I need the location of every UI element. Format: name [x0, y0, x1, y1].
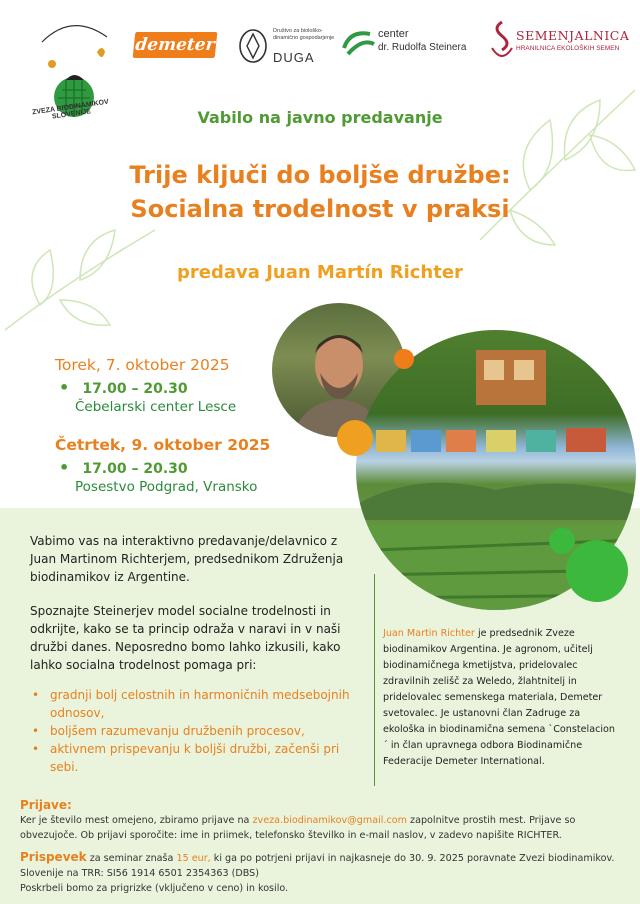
list-item: • boljšem razumevanju družbenih procesov, [30, 722, 350, 740]
heart-seed-icon [490, 14, 514, 66]
prispevek-text-3: Poskrbeli bomo za prigrizke (vključeno v ceno) in kosilo. [20, 883, 289, 894]
event-2 [55, 436, 315, 495]
prijave-heading: Prijave: [20, 798, 72, 812]
center-text-line1: center [378, 28, 409, 40]
bio-divider [374, 574, 375, 786]
event-place: Posestvo Podgrad, Vransko [75, 479, 258, 495]
center-text-line2: dr. Rudolfa Steinera [378, 42, 467, 53]
lecturer-text: predava Juan Martín Richter [177, 262, 463, 283]
list-item: • aktivnem prispevanju k boljši družbi, začenši pri sebi. [30, 740, 350, 776]
demeter-logo-text: demeter [134, 35, 216, 55]
invite-text: Vabilo na javno predavanje [197, 108, 443, 127]
price: 15 eur, [176, 853, 211, 864]
center-steiner-logo [340, 26, 475, 62]
semenjalnica-subtitle: HRANILNICA EKOLOŠKIH SEMEN [516, 45, 620, 52]
intro-paragraph: Vabimo vas na interaktivno predavanje/delavnico z Juan Martinom Richterjem, predsednikom Združenja biodinamikov iz Argentine. [30, 534, 344, 584]
bullet: • [59, 458, 70, 477]
bio-name: Juan Martin Richter [383, 628, 475, 639]
event-place: Čebelarski center Lesce [75, 399, 237, 415]
bullet: • [59, 378, 70, 397]
event-time: 17.00 – 20.30 [82, 381, 188, 397]
email-link[interactable]: zveza.biodinamikov@gmail.com [252, 815, 407, 826]
orange-dot-small [394, 349, 414, 369]
event-time: 17.00 – 20.30 [82, 461, 188, 477]
green-dot-small [549, 528, 575, 554]
event-time-row [55, 458, 315, 477]
title-line-1: Trije ključi do boljše družbe: [129, 161, 511, 189]
demeter-logo [133, 32, 218, 58]
event-date: Torek, 7. oktober 2025 [55, 356, 230, 374]
benefits-list [30, 686, 350, 776]
prispevek-text-1: za seminar znaša [89, 853, 174, 864]
event-time-row [55, 378, 295, 397]
orange-dot-large [337, 420, 373, 456]
green-dot-large [566, 540, 628, 602]
prijave-text [20, 813, 625, 843]
steiner-paragraph: Spoznajte Steinerjev model socialne trodelnosti in odkrijte, kako se ta princip odraža v naravi in v naši družbi danes. Neposredno bomo lahko izkusili, kako lahko socialna trodelnost pomaga pri: [30, 604, 341, 672]
page-title [0, 158, 640, 226]
prispevek-text [20, 850, 625, 896]
duga-text: DUGA [273, 50, 315, 65]
duga-small-text: Društvo za biološko-dinamično gospodarjenje [273, 28, 335, 41]
prispevek-text-2: ki ga po potrjeni prijavi in najkasneje do 30. 9. 2025 poravnate Zvezi biodinamikov. Slovenije na TRR: SI56 1914 6501 2354363 (DBS) [20, 853, 615, 879]
title-line-2: Socialna trodelnost v praksi [130, 195, 510, 223]
semenjalnica-title: SEMENJALNICA [516, 28, 630, 43]
prijave-text-2: zapolnitve prostih mest. Prijave so obvezujoče. Ob prijavi sporočite: ime in priimek, telefonsko številko in e-mail naslov, v zadevo napišite RICHTER. [20, 815, 576, 841]
event-1 [55, 356, 295, 415]
duga-logo [238, 26, 338, 70]
speaker-bio [383, 626, 618, 770]
semenjalnica-logo [490, 14, 630, 70]
event-date: Četrtek, 9. oktober 2025 [55, 436, 271, 454]
zveza-logo-text: ZVEZA BIODINAMIKOV SLOVENIJE [31, 98, 110, 121]
prijave-text-1: Ker je število mest omejeno, zbiramo prijave na [20, 815, 250, 826]
bio-text: je predsednik Zveze biodinamikov Argentina. Je agronom, učitelj biodinamičnega kmetijstva, pridelovalec zdravilnih zelišč za Weledo, žlahtnitelj in pridelovalec semenskega materiala, Demeter svetovalec. Je ustanovni član Zadruge za ekološka in biodinamična semena `Constelacion´ in član upravnega odbora Biodinamične Federacije Demeter International. [383, 628, 615, 767]
seed-icon [238, 28, 268, 64]
list-item: • gradnji bolj celostnih in harmoničnih medsebojnih odnosov, [30, 686, 350, 722]
swirl-icon [340, 26, 376, 60]
prispevek-heading: Prispevek [20, 850, 87, 864]
